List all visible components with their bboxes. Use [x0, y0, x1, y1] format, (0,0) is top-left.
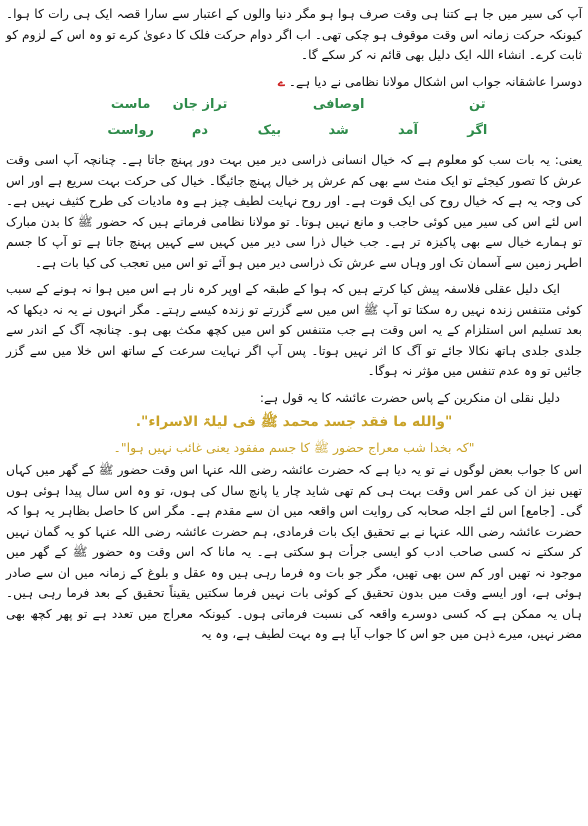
- verse-word: اگر: [467, 123, 488, 138]
- paragraph-time-stopped: آپ کی سیر میں جا ہے کتنا ہی وقت صرف ہوا ہو مگر دنیا والوں کے اعتبار سے سارا قصہ ایک ہی رات کا ہوا۔ کیونکہ حرکت زمانہ اس وقت موقوف ہو چکی تھی۔ اب اگر دوام حرکت فلک کا دعویٰ کرے تو وہ اس کے لزوم کو ثابت کرے۔ انشاء اللہ ایک دلیل بھی قائم نہ کر سکے گا۔: [6, 7, 582, 62]
- verse-word: دم: [191, 123, 209, 138]
- persian-verse: [6, 92, 582, 144]
- second-answer-intro-text: دوسرا عاشقانہ جواب اس اشکال مولانا نظامی نے دیا ہے۔: [288, 74, 582, 89]
- paragraph-textual-evidence-intro: دلیل نقلی ان منکرین کے پاس حضرت عائشہ کا یہ قول ہے:: [259, 390, 560, 405]
- urdu-quote-translation: "کہ بخدا شب معراج حضور ﷺ کا جسم مفقود یعنی غائب نہیں ہوا"۔: [113, 440, 475, 455]
- paragraph-answer: اس کا جواب بعض لوگوں نے تو یہ دیا ہے کہ حضرت عائشہ رضی اللہ عنہا اس وقت حضور ﷺ کے گھر میں کہاں تھیں نیز ان کی عمر اس وقت بہت ہی کم تھی شاید چار یا پانچ سال کی ہوں، تو وہ اس سال پیدا ہوئی ہوں گی۔ [جامع] اس لئے اجلہ صحابہ کی روایت اس واقعہ میں ان سے مقدم ہے۔ مگر اس کا حاصل بظاہر یہ ہوا کہ حضرت عائشہ رضی اللہ عنہا نے بے تحقیق ایک بات فرمادی، ہم حضرت عائشہ رضی اللہ عنہا کو یہ گمان نہیں کر سکتے نہ کسی صاحب ادب کو ایسی جرأت ہو سکتی ہے۔ یہ مانا کہ اس وقت وہ حضور ﷺ کے گھر میں موجود نہ تھیں اور کم سن بھی تھیں، مگر جو بات وہ فرما رہی ہیں وہ عقل و بلوغ کے زمانہ میں ان سے صادر ہوئی ہے، اور ایسے وقت میں بدون تحقیق کے کوئی بات نہیں فرما سکتیں یقیناً تحقیق کے بعد فرما رہی ہیں۔ ہاں یہ ممکن ہے کہ کسی دوسرے واقعہ کی نسبت فرماتی ہوں۔ کیونکہ معراج میں تعدد ہے تو پھر کچھ بھی مضر نہیں، میرے ذہن میں جو اس کا جواب آیا ہے وہ بہت لطیف ہے، وہ یہ: [6, 463, 582, 641]
- verse-word: رواست: [107, 123, 154, 138]
- verse-word: آمد: [398, 123, 419, 138]
- paragraph-philosophers-argument: ایک دلیل عقلی فلاسفہ پیش کیا کرتے ہیں کہ ہوا کے طبقہ کے اوپر کرہ نار ہے اس میں ہوا نہ ہونے کے سبب کوئی متنفس زندہ نہیں رہ سکتا تو آپ ﷺ اس میں سے گزرتے تو زندہ کیسے رہتے۔ مگر انہوں نے یہ نہ دیکھا کہ بعد تسلیم اس استلزام کے یہ اس وقت ہے جب متنفس کو اس میں کچھ مکث بھی ہو۔ چنانچہ آگ کے اندر سے جلدی جلدی ہاتھ نکالا جائے تو آگ کا اثر نہیں ہوتا۔ پس آپ اگر نہایت سرعت کے ساتھ اس خلا میں سے گزر جائیں تو وہ عدم تنفس میں مؤثر نہ ہوگا۔: [6, 282, 582, 378]
- verse-word: شد: [328, 123, 349, 138]
- verse-word: ماست: [110, 97, 151, 112]
- paragraph-second-answer-intro: [6, 72, 582, 93]
- red-marker: ے: [277, 74, 285, 89]
- paragraph-explanation: یعنی: یہ بات سب کو معلوم ہے کہ خیال انسانی ذراسی دیر میں بہت دور پہنچ جاتا ہے۔ چنانچہ آپ اسی وقت عرش کا تصور کیجئے تو ایک منٹ سے بھی کم عرش پر خیال پہنچ جائیگا۔ خیال کی حرکت بہت سریع ہے اور اس کی وجہ یہ ہے کہ خیال روح کی ایک قوت ہے۔ اور روح نہایت لطیف چیز ہے وہ مادیات کی طرح کثیف نہیں ہے۔ اس لئے اس کی سیر میں کوئی حاجب و مانع نہیں ہوتا۔ تو مولانا نظامی فرماتے ہیں کہ حضور ﷺ کا بدن مبارک تو ہمارے خیال سے بھی پاکیزہ تر ہے۔ جب خیال ذرا سی دیر میں کہیں سے کہیں پہنچ جاتا ہے تو آپ کا جسم اطہر زمین سے آسمان تک اور وہاں سے عرش تک ذراسی دیر میں ہو آئے تو اس میں تعجب کی کیا بات ہے۔: [6, 153, 582, 270]
- arabic-quote: "والله ما فقد جسد محمد ﷺ فی لیلۃ الاسراء".: [135, 414, 453, 430]
- verse-word: تراز جان: [172, 97, 228, 112]
- verse-word: اوصافی: [312, 97, 365, 112]
- verse-word: بیک: [257, 123, 282, 138]
- verse-word: تن: [469, 97, 486, 112]
